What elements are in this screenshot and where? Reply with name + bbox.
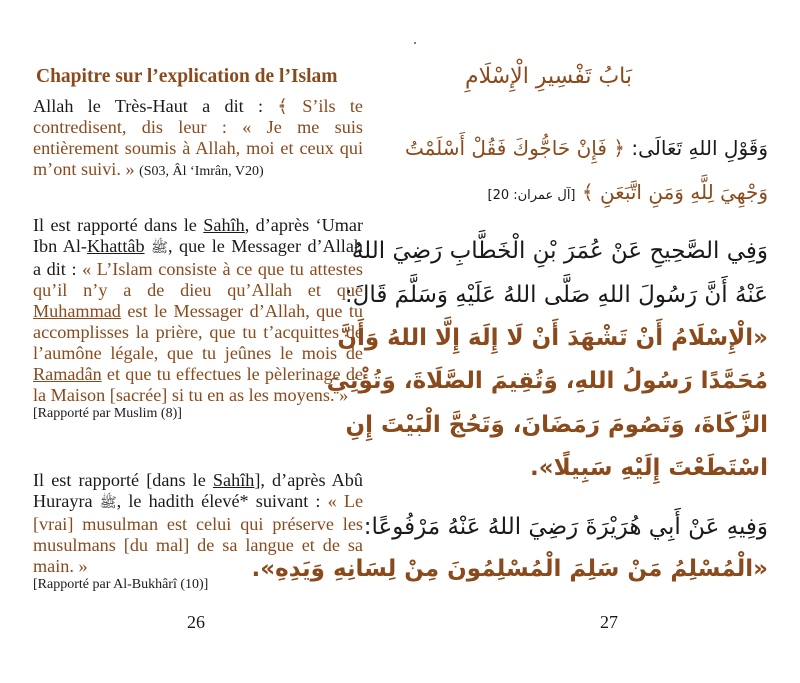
honorific-glyph-2: ﷺ bbox=[99, 496, 117, 511]
hadith1-intro-c: , que le Messager d’Allah a dit : bbox=[33, 236, 364, 279]
hadith1-intro-a: Il est rapporté dans le bbox=[33, 215, 197, 235]
arabic-line-2 bbox=[488, 180, 769, 204]
muhammad-name: Muhammad bbox=[33, 301, 121, 321]
arabic-line-4: عَنْهُ أَنَّ رَسُولَ اللهِ صَلَّى اللهُ عَلَيْهِ وَسَلَّمَ قَالَ: bbox=[344, 282, 768, 308]
hadith2-intro-a: Il est rapporté [dans le bbox=[33, 470, 206, 490]
paragraph-hadith-islam bbox=[33, 215, 363, 422]
right-page bbox=[251, 0, 800, 683]
arabic-verse-quote-a: ﴿ فَإِنْ حَاجُّوكَ فَقُلْ أَسْلَمْتُ bbox=[404, 136, 626, 160]
hadith2-intro-c: , le hadith élevé* suivant : bbox=[116, 491, 321, 511]
arabic-line-1 bbox=[405, 136, 768, 160]
arabic-line-7: الزَّكَاةَ، وَتَصُومَ رَمَضَانَ، وَتَحُجَّ الْبَيْتَ إِنِ bbox=[345, 412, 768, 438]
hadith2-reference: [Rapporté par Al-Bukhârî (10)] bbox=[33, 577, 209, 592]
hadith2-quote: « Le [vrai] musulman est celui qui préserve les musulmans [du mal] de sa langue et de sa main. » bbox=[33, 491, 364, 576]
sahih-term: Sahîh bbox=[203, 215, 245, 235]
hadith1-quote-b: est le Messager d’Allah, que tu accomplisses la prière, que tu t’acquittes de l’aumône légale, que tu jeûnes le mois de bbox=[33, 301, 364, 363]
hadith2-intro-b: ], d’après Abû Hurayra bbox=[33, 470, 363, 511]
arabic-line-3: وَفِي الصَّحِيحِ عَنْ عُمَرَ بْنِ الْخَطَّابِ رَضِيَ اللهُ bbox=[351, 238, 768, 264]
hadith1-intro-b: , d’après ‘Umar Ibn Al- bbox=[33, 215, 364, 256]
page-number-left: 26 bbox=[187, 612, 205, 632]
sahih-term-2: Sahîh bbox=[212, 470, 255, 490]
paragraph-quran-verse bbox=[33, 96, 363, 182]
arabic-line-10: «الْمُسْلِمُ مَنْ سَلِمَ الْمُسْلِمُونَ مِنْ لِسَانِهِ وَيَدِهِ». bbox=[251, 556, 768, 582]
ramadan-term: Ramadân bbox=[33, 364, 102, 384]
arabic-verse-reference: [آل عمران: 20] bbox=[487, 188, 576, 203]
hadith1-reference: [Rapporté par Muslim (8)] bbox=[33, 406, 182, 421]
arabic-verse-intro: وَقَوْلِ اللهِ تَعَالَى: bbox=[631, 136, 768, 160]
verse-reference: (S03, Âl ‘Imrân, V20) bbox=[139, 164, 264, 179]
page-number-right: 27 bbox=[600, 612, 618, 632]
honorific-glyph: ﷺ bbox=[151, 241, 168, 256]
khattab-name: Khattâb bbox=[86, 236, 145, 256]
arabic-line-5: «الْإِسْلَامُ أَنْ تَشْهَدَ أَنْ لَا إِلَهَ إِلَّا اللهُ وَأَنَّ bbox=[337, 325, 768, 351]
chapter-title-arabic: بَابُ تَفْسِيرِ الْإِسْلَامِ bbox=[464, 64, 632, 89]
arabic-line-8: اسْتَطَعْتَ إِلَيْهِ سَبِيلًا». bbox=[530, 455, 768, 481]
verse-quote: ﴾ S’ils te contredisent, dis leur : « Je me suis entièrement soumis à Allah, moi et ceux qui m’ont suivi. » bbox=[33, 96, 363, 179]
hadith1-quote-c: et que tu effectues le pèlerinage de la Maison [sacrée] si tu en as les moyens. » bbox=[33, 364, 364, 405]
hadith1-quote-a: « L’Islam consiste à ce que tu attestes qu’il n’y a de dieu qu’Allah et que bbox=[33, 259, 364, 300]
arabic-verse-quote-b: وَجْهِيَ لِلَّهِ وَمَنِ اتَّبَعَنِ ﴾ bbox=[581, 180, 768, 204]
chapter-title-french: Chapitre sur l’explication de l’Islam bbox=[36, 66, 338, 87]
verse-intro: Allah le Très-Haut a dit : bbox=[33, 96, 264, 116]
arabic-line-9: وَفِيهِ عَنْ أَبِي هُرَيْرَةَ رَضِيَ اللهُ عَنْهُ مَرْفُوعًا: bbox=[363, 514, 768, 540]
arabic-line-6: مُحَمَّدًا رَسُولُ اللهِ، وَتُقِيمَ الصَّلَاةَ، وَتُؤْتِيَ bbox=[326, 368, 768, 394]
